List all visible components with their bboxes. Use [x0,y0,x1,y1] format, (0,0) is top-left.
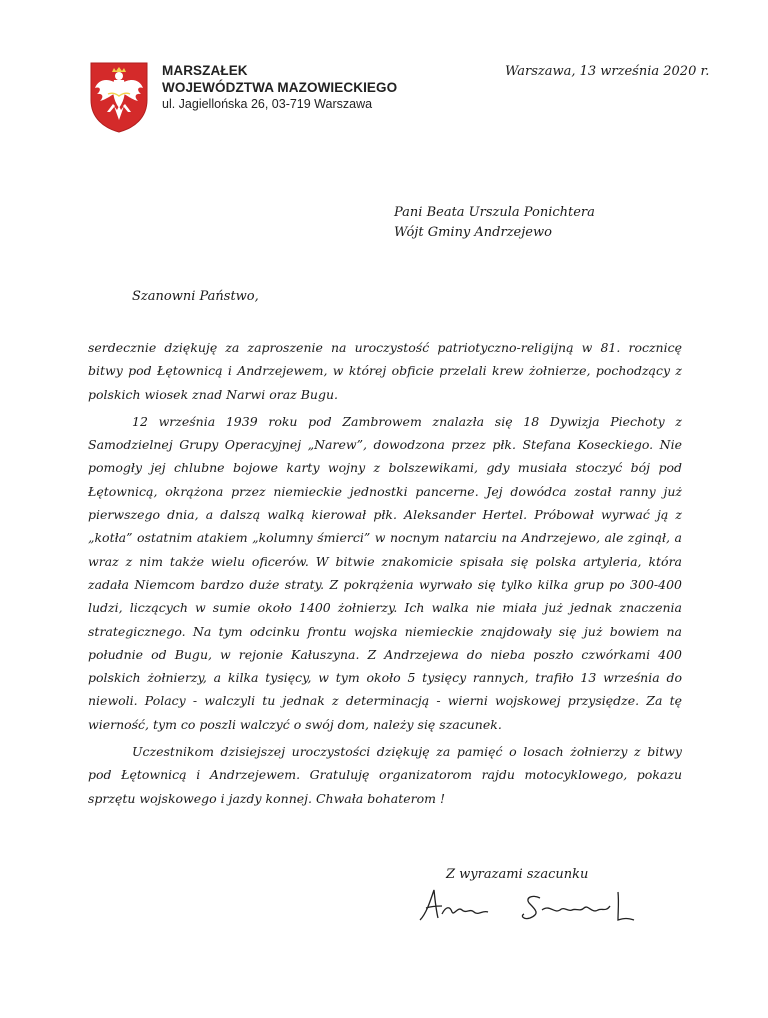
closing-phrase: Z wyrazami szacunku [446,867,589,882]
letterhead [162,62,397,113]
body-paragraph: serdecznie dziękuję za zaproszenie na uroczystość patriotyczno-religijną w 81. rocznicę bitwy pod Łętownicą i Andrzejewem, w której obficie przelali krew żołnierze, pochodzący z polskich wiosek znad Narwi oraz Bugu. [88,340,682,402]
org-address: ul. Jagiellońska 26, 03-719 Warszawa [162,97,373,111]
letter-body [88,336,682,814]
masovia-eagle-crest-icon [88,60,150,134]
recipient-name: Pani Beata Urszula Ponichtera [394,205,595,220]
org-name-line1: MARSZAŁEK [162,63,248,78]
body-paragraph: Uczestnikom dzisiejszej uroczystości dziękuję za pamięć o losach żołnierzy z bitwy pod Łętownicą i Andrzejewem. Gratuluję organizatorom rajdu motocyklowego, pokazu sprzętu wojskowego i jazdy konnej. Chwała bohaterom ! [88,744,682,806]
handwritten-signature [412,884,642,926]
org-name-line2: WOJEWÓDZTWA MAZOWIECKIEGO [162,80,398,95]
body-paragraph: 12 września 1939 roku pod Zambrowem znalazła się 18 Dywizja Piechoty z Samodzielnej Grupy Operacyjnej „Narew”, dowodzona przez płk. Stefana Koseckiego. Nie pomogły jej chlubne bojowe karty wojny z bolszewikami, gdy musiała stoczyć bój pod Łętownicą, okrążona przez niemieckie jednostki pancerne. Jej dowódca został ranny już pierwszego dnia, a dalszą walką kierował płk. Aleksander Hertel. Próbował wyrwać ją z „kotła” ostatnim atakiem „kolumny śmierci” w nocnym natarciu na Andrzejewo, ale zginął, a wraz z nim także wielu oficerów. W bitwie znakomicie spisała się polska artyleria, która zadała Niemcom bardzo duże straty. Z pokrążenia wyrwało się tylko kilka grup po 300-400 ludzi, liczących w sumie około 1400 żołnierzy. Ich walka nie miała już jednak znaczenia strategicznego. Na tym odcinku frontu wojska niemieckie znajdowały się już bowiem na południe od Bugu, w rejonie Kałuszyna. Z Andrzejewa do nieba poszło czwórkami 400 polskich żołnierzy, a kilka tysięcy, w tym około 5 tysięcy rannych, trafiło 13 września do niewoli. Polacy - walczyli tu jednak z determinacją - wierni wojskowej przysiędze. Za tę wierność, tym co poszli walczyć o swój dom, należy się szacunek. [88,413,682,732]
letter-date: Warszawa, 13 września 2020 r. [505,64,710,79]
recipient-block [394,203,595,243]
recipient-title: Wójt Gminy Andrzejewo [394,225,552,240]
salutation: Szanowni Państwo, [132,289,259,304]
